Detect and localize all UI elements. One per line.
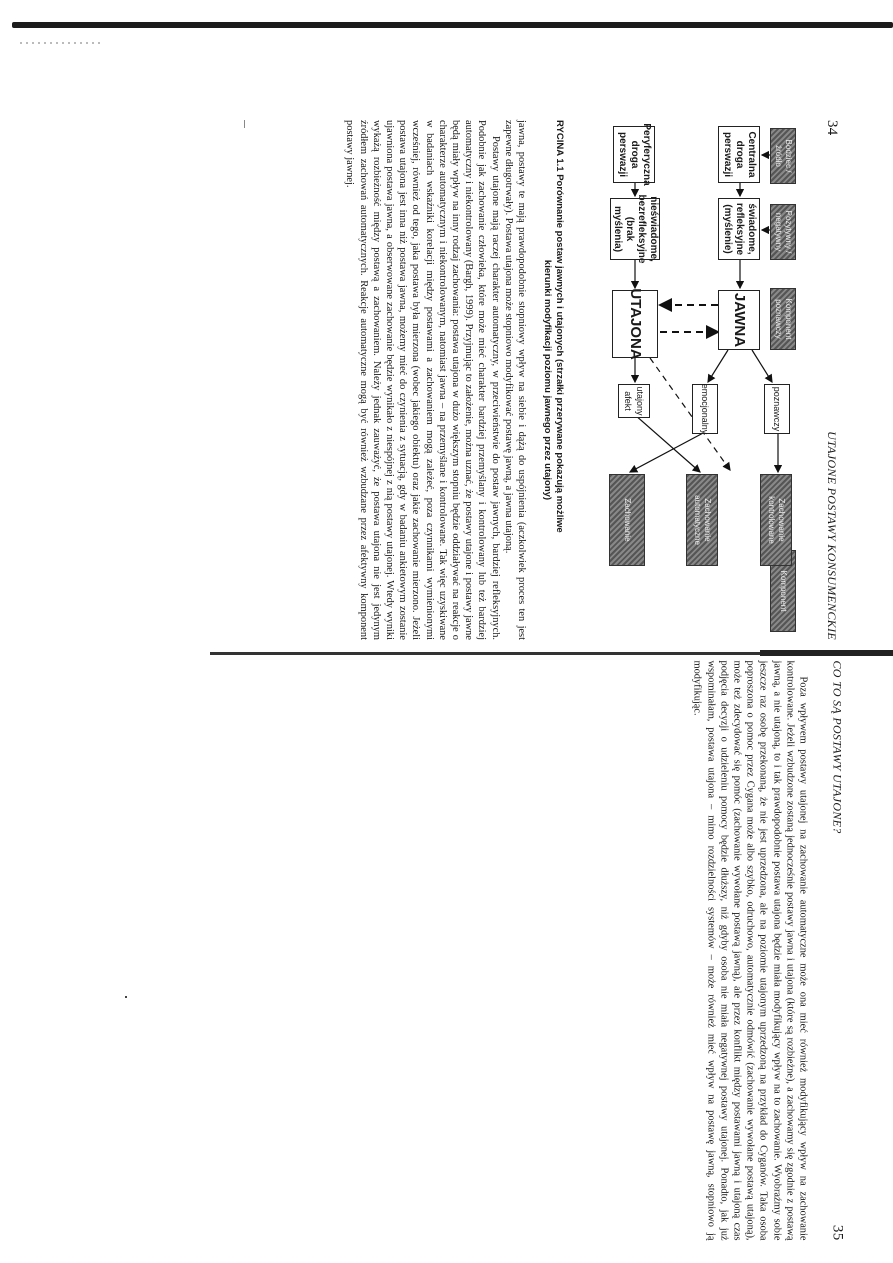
peripheral-route-box: Peryferyczna droga perswazji — [613, 126, 655, 183]
page-34 — [344, 120, 840, 640]
scan-speck — [125, 996, 127, 998]
caption-label: RYCINA 1.1 — [554, 120, 565, 172]
body-text — [343, 120, 528, 640]
emotional-component-box: emocjonalny — [692, 384, 718, 434]
stimulus-box: Bodziec / źródło — [770, 128, 796, 184]
caption-text-2: kierunki modyfikacji poziomu jawnego przez utajony) — [542, 259, 553, 501]
scan-top-edge — [12, 22, 893, 28]
paragraph: jawna, postawy te mają prawdopodobnie stopniowy wpływ na siebie i dążą do uspójnienia (aczkolwiek proces ten jest zapewne długotrwały). Postawa utajona może stopniowo modyfikować postawę jawną, a jawna utajoną. — [502, 120, 527, 640]
body-text — [691, 661, 810, 1241]
figure-caption — [541, 120, 565, 640]
conscious-box: świadome, refleksyjne (myślenie) — [718, 198, 760, 260]
behavior-box: Zachowanie — [609, 474, 645, 566]
cognitive-component-box: poznawczy — [764, 384, 790, 434]
central-route-box: Centralna droga perswazji — [718, 126, 760, 183]
implicit-attitude-box: UTAJONA — [612, 290, 658, 358]
page-divider-dark — [760, 650, 893, 656]
running-head: UTAJONE POSTAWY KONSUMENCKIE — [825, 431, 839, 640]
scan-noise — [20, 42, 100, 44]
figure-1-1 — [570, 120, 800, 640]
automatic-behavior-box: Zachowanie automatyczne — [686, 474, 718, 566]
implicit-affect-box: utajony afekt — [618, 384, 650, 418]
valence-box: Pozytywny / negatywny — [770, 204, 796, 260]
page-header — [829, 661, 846, 1241]
paragraph: Poza wpływem postawy utajonej na zachowanie automatyczne może ona mieć również modyfikujący wpływ na zachowanie kontrolowane. Jeżeli wzbudzone zostaną jednocześnie postawy jawna i utajona (które są rozbieżne), a zachowamy się zgodnie z postawą jawną, a nie utajoną, to i tak prawdopodobnie postawa utajona będzie miała modyfikujący wpływ na to zachowanie. Wyobraźmy sobie jeszcze raz osobę przekonaną, że nie jest uprzedzona, ale na poziomie utajonym uprzedzoną na przykład do Cyganów. Taka osoba poproszona o pomoc przez Cygana może albo szybko, odruchowo, automatycznie odmówić (zachowanie wywołane postawą utajoną), może też zdecydować się pomóc (zachowanie wywołane postawą jawną), ale przez konflikt między postawami jawną i utajoną czas podjęcia decyzji o udzieleniu pomocy będzie dłuższy, niż gdyby osoba nie miała negatywnej postawy utajonej. Ponadto, jak już wspominałam, postawa utajona – mimo rozdzielności systemów – może również mieć wpływ na postawę jawną, stopniowo ją modyfikując. — [691, 660, 809, 1241]
caption-text: Porównanie postaw jawnych i utajonych (strzałki przerywane pokazują możliwe — [554, 174, 565, 533]
paragraph: Postawy utajone mają raczej charakter automatyczny, w przeciwieństwie do postaw jawnych, bardziej refleksyjnych. Podobnie jak zachowanie człowieka, które może mieć charakter bardziej przemyślany i kontrolowany lub też bardziej automatyczny i niekontrolowany (Bargh, 1999). Przyjmując to założenie, można uznać, że postawy utajone i postawy jawne będą miały wpływ na inny rodzaj zachowania: postawa utajona w dużo większym stopniu będzie oddziaływać na reakcje o charakterze automatycznym i niekontrolowanym, natomiast jawna – na przemyślane i kontrolowane. Tak więc uzyskiwane w badaniach wskaźniki korelacji między postawami a zachowaniem mogą zależeć, poza czynnikami wymienionymi wcześniej, również od tego, jaka postawa była mierzona (wobec jakiego obiektu) oraz jakie zachowanie mierzono. Jeżeli postawa utajona jest inna niż postawa jawna, możemy mieć do czynienia z sytuacją, gdy w badaniu ankietowym zostanie ujawniona postawa jawna, a obserwowane zachowanie będzie wynikało z niespójnej z nią postawy utajonej. Wtedy wyniki wykażą rozbieżność między postawą a zachowaniem. Należy jednak zauważyć, że postawa utajona nie jest jedynym źródłem zachowań automatycznych. Reakcje automatyczne mogą być również wzbudzane przez afektywny komponent postawy jawnej. — [344, 120, 501, 640]
page-35 — [541, 661, 846, 1241]
running-head: CO TO SĄ POSTAWY UTAJONE? — [830, 660, 845, 834]
component-box: Komponent poznawczy — [770, 288, 796, 350]
component-box-2: Komponent — [770, 550, 796, 632]
page-header — [823, 120, 840, 640]
explicit-attitude-box: JAWNA — [718, 290, 760, 350]
controlled-behavior-box: Zachowanie kontrolowane — [760, 474, 792, 566]
page-number: 34 — [824, 120, 840, 136]
unconscious-box: nieświadome, bezrefleksyjne (brak myślenia) — [612, 194, 659, 264]
scan-speck — [244, 120, 245, 128]
page-number: 35 — [829, 1224, 846, 1241]
